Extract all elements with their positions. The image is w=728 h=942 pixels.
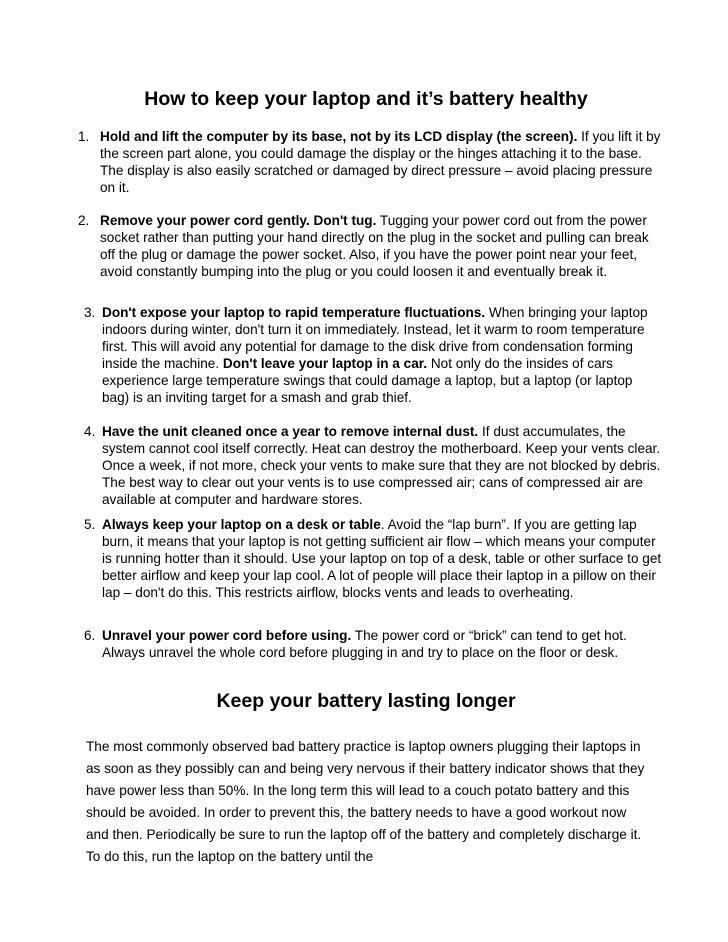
tip-body: [102, 516, 663, 601]
tip-number: 4.: [84, 424, 96, 439]
tip-bold-text: Always keep your laptop on a desk or table: [102, 517, 381, 532]
tip-number: 3.: [84, 305, 96, 320]
tip-number: 5.: [84, 517, 96, 532]
tip-number: 2.: [78, 213, 90, 228]
tip-text: When bringing your laptop indoors during winter, don't turn it on immediately. Instead, let it warm to room temperature first. This will avoid any potential for damage to the disk drive from condensation forming inside the machine.: [102, 305, 648, 371]
tip-text: If you lift it by the screen part alone, you could damage the display or the hinges attaching it to the base. The display is also easily scratched or damaged by direct pressure – avoid placing pressure on it.: [100, 129, 661, 195]
tip-body: [102, 627, 663, 661]
tip-bold-text: Hold and lift the computer by its base, not by its LCD display (the screen).: [100, 129, 578, 144]
tip-text: . Avoid the “lap burn”. If you are getting lap burn, it means that your laptop is not getting sufficient air flow – which means your computer is running hotter than it should. Use your laptop on top of a desk, table or other surface to get better airflow and keep your lap cool. A lot of people will place their laptop in a pillow on their lap – don't do this. This restricts airflow, blocks vents and leads to overheating.: [102, 517, 662, 600]
tip-text: If dust accumulates, the system cannot cool itself correctly. Heat can destroy the motherboard. Keep your vents clear. Once a week, if not more, check your vents to make sure that they are not blocked by debris. The best way to clear out your vents is to use compressed air; cans of compressed air are available at computer and hardware stores.: [102, 424, 661, 507]
tip-number: 6.: [84, 628, 96, 643]
tip-body: [102, 304, 663, 406]
tip-body: [100, 128, 663, 196]
tip-bold-text: Remove your power cord gently. Don't tug.: [100, 213, 377, 228]
section-heading: Keep your battery lasting longer: [216, 690, 516, 712]
document-title: How to keep your laptop and it’s battery healthy: [144, 88, 588, 110]
tip-body: [102, 423, 663, 508]
tip-text: The power cord or “brick” can tend to get hot. Always unravel the whole cord before plugging in and try to place on the floor or desk.: [102, 628, 627, 660]
tip-text-secondary: Not only do the insides of cars experience large temperature swings that could damage a laptop, but a laptop (or laptop bag) is an inviting target for a smash and grab thief.: [102, 356, 633, 405]
tip-bold-text: Don't expose your laptop to rapid temperature fluctuations.: [102, 305, 486, 320]
tip-text: Tugging your power cord out from the power socket rather than putting your hand directly on the plug in the socket and pulling can break off the plug or damage the power socket. Also, if you have the power point near your feet, avoid constantly bumping into the plug or you could loosen it and eventually break it.: [100, 213, 649, 279]
battery-paragraph: The most commonly observed bad battery practice is laptop owners plugging their laptops in as soon as they possibly can and being very nervous if their battery indicator shows that they have power less than 50%. In the long term this will lead to a couch potato battery and this should be avoided. In order to prevent this, the battery needs to have a good workout now and then. Periodically be sure to run the laptop off of the battery and completely discharge it. To do this, run the laptop on the battery until the: [86, 739, 645, 864]
tip-number: 1.: [78, 129, 90, 144]
tip-bold-text: Have the unit cleaned once a year to remove internal dust.: [102, 424, 479, 439]
tip-body: [100, 212, 663, 280]
tip-bold-text: Unravel your power cord before using.: [102, 628, 352, 643]
tip-bold-text-secondary: Don't leave your laptop in a car.: [222, 356, 428, 371]
